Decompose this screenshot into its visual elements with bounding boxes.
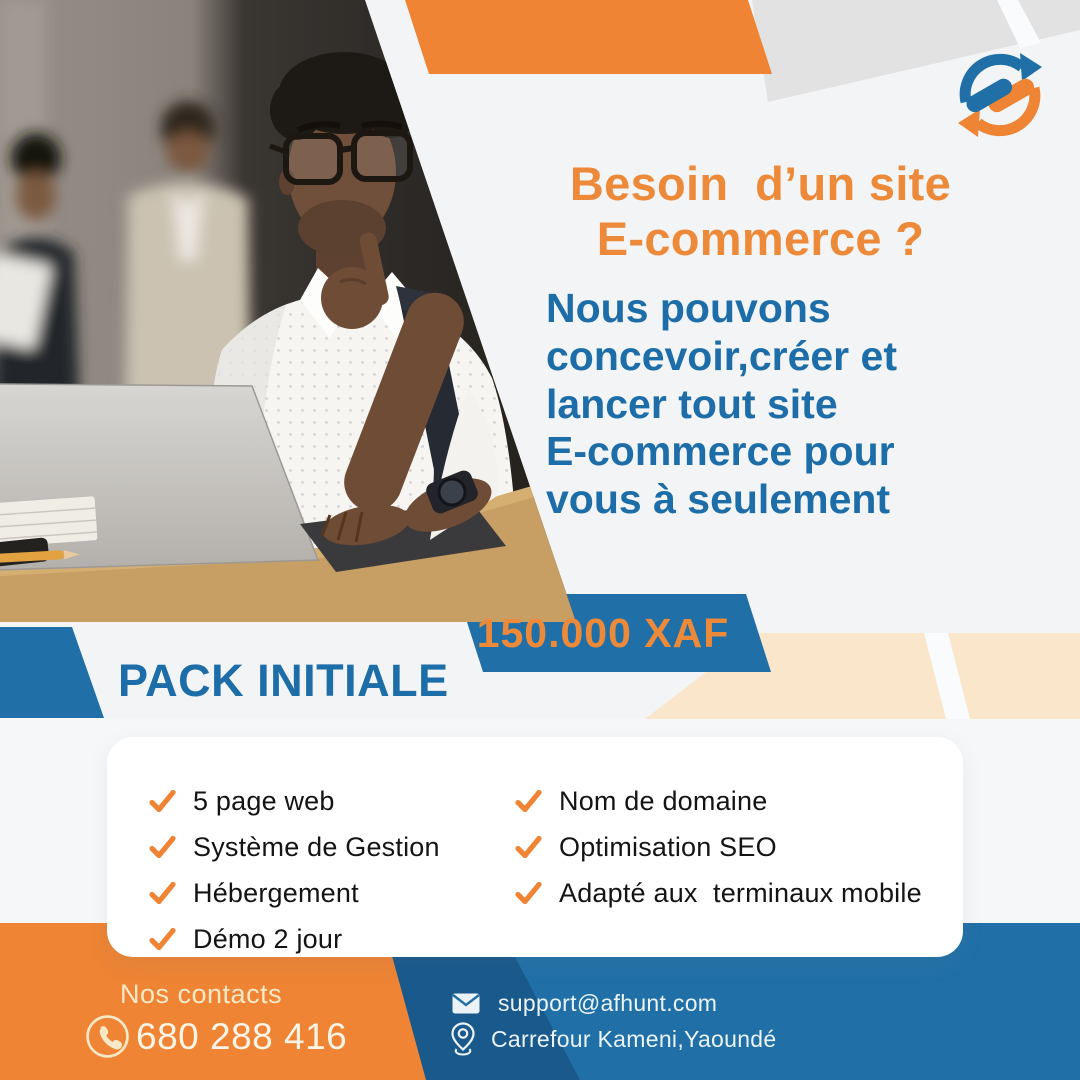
headline — [498, 157, 1023, 267]
check-icon — [149, 927, 176, 951]
pitch-line: lancer tout site — [546, 380, 838, 427]
address-row — [450, 1022, 777, 1056]
contacts-heading: Nos contacts — [120, 979, 283, 1009]
feature-item — [515, 832, 922, 862]
price-amount: 150.000 XAF — [476, 609, 730, 656]
pitch-line: E-commerce pour — [546, 428, 895, 475]
feature-item — [515, 878, 922, 908]
feature-label: Démo 2 jour — [193, 923, 343, 954]
email-row — [452, 990, 717, 1017]
check-icon — [149, 789, 176, 813]
notebook — [0, 496, 98, 548]
phone-icon — [85, 1014, 130, 1059]
pack-title: PACK INITIALE — [118, 655, 449, 706]
address-text: Carrefour Kameni,Yaoundé — [491, 1025, 777, 1052]
price-tag — [458, 594, 748, 672]
email-address: support@afhunt.com — [498, 990, 718, 1016]
pitch-line: vous à seulement — [546, 476, 891, 522]
pitch-line: concevoir,créer et — [546, 332, 897, 379]
features-column-left — [149, 786, 440, 954]
feature-item — [149, 832, 440, 862]
headline-line2: E-commerce ? — [596, 211, 925, 265]
handshake-icon — [950, 45, 1050, 145]
check-icon — [515, 835, 542, 859]
features-column-right — [515, 786, 922, 908]
feature-item — [149, 878, 440, 908]
check-icon — [515, 789, 542, 813]
pack-ribbon — [0, 627, 104, 718]
check-icon — [149, 835, 176, 859]
pitch-text — [546, 285, 1016, 524]
check-icon — [149, 881, 176, 905]
headline-line1: Besoin d’un site — [569, 157, 952, 210]
mail-icon — [452, 993, 480, 1014]
feature-label: Système de Gestion — [193, 831, 440, 862]
feature-item — [515, 786, 922, 816]
pitch-line: Nous pouvons — [546, 285, 831, 331]
phone-row — [85, 1014, 347, 1059]
feature-label: Adapté aux terminaux mobile — [559, 877, 922, 908]
feature-label: 5 page web — [193, 785, 335, 816]
feature-item — [149, 786, 440, 816]
feature-item — [149, 924, 440, 954]
phone-number: 680 288 416 — [136, 1015, 348, 1057]
features-card — [107, 737, 963, 957]
top-orange-banner — [405, 0, 772, 74]
feature-label: Optimisation SEO — [559, 831, 777, 862]
check-icon — [515, 881, 542, 905]
location-pin-icon — [450, 1022, 476, 1056]
feature-label: Hébergement — [193, 877, 359, 908]
feature-label: Nom de domaine — [559, 785, 768, 816]
